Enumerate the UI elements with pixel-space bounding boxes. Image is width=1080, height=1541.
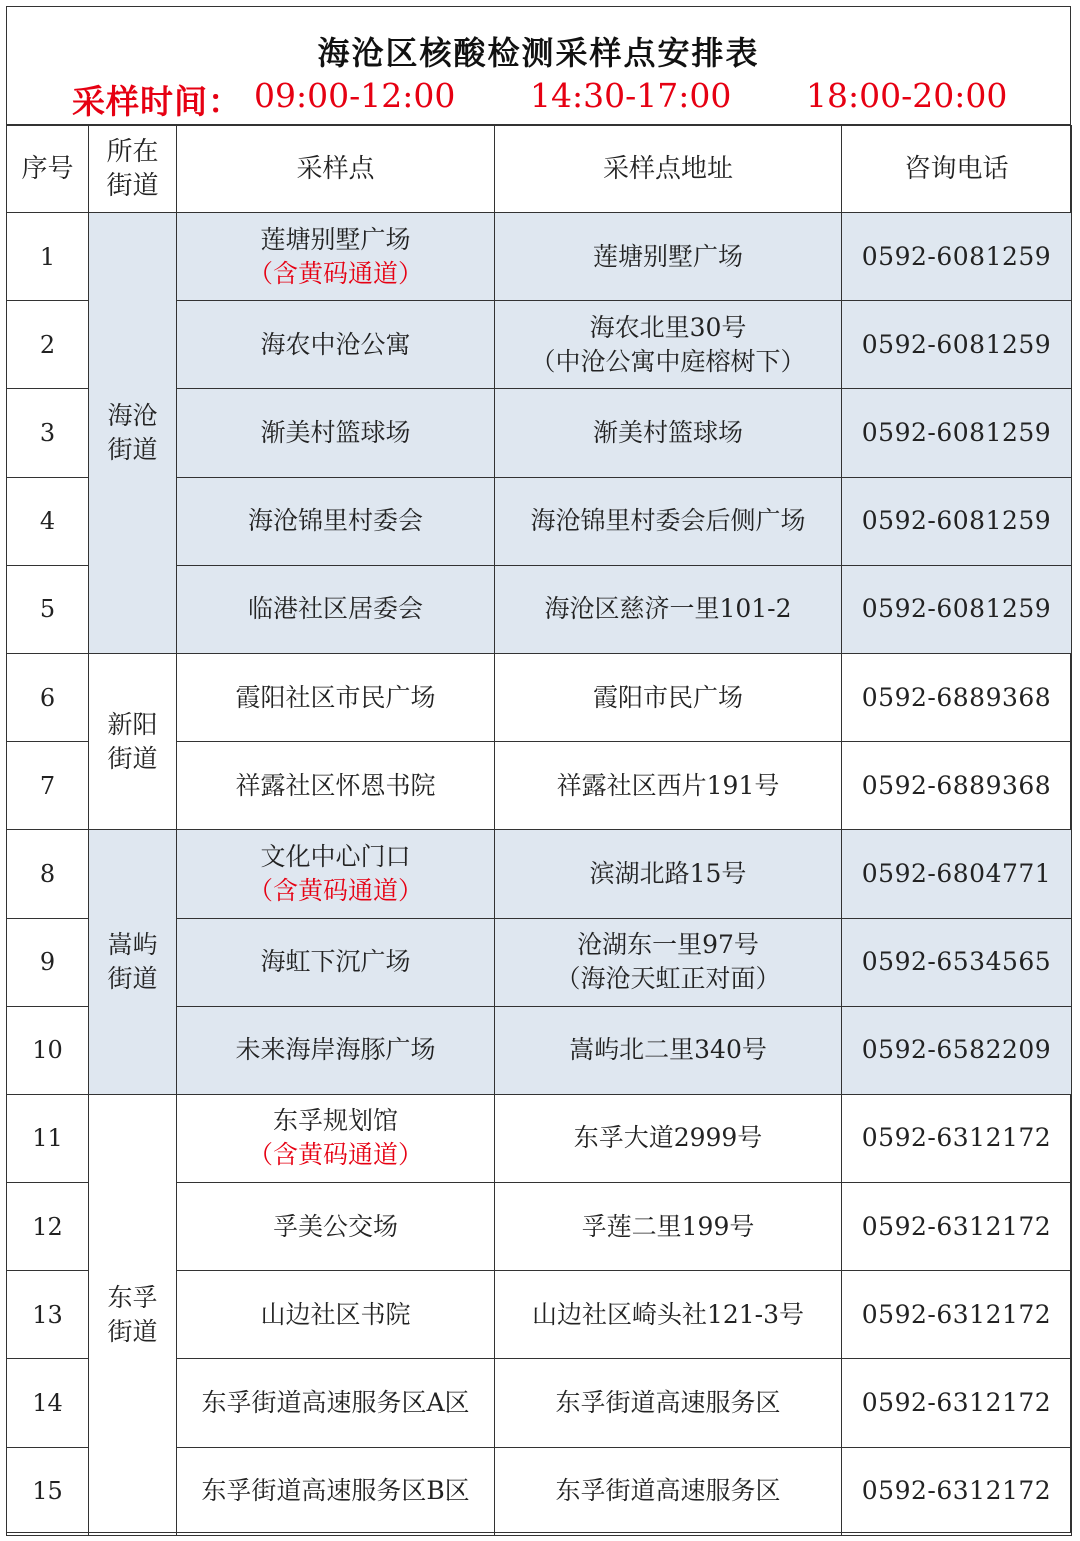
cell-site: 渐美村篮球场: [177, 389, 495, 477]
cell-phone: 0592-6081259: [842, 301, 1072, 389]
title-block: [6, 6, 1071, 125]
cell-site: 莲塘别墅广场 （含黄码通道）: [177, 213, 495, 301]
cell-no: 8: [7, 830, 89, 918]
cell-address: 渐美村篮球场: [495, 389, 842, 477]
cell-no: 14: [7, 1359, 89, 1447]
header-street: 所在 街道: [89, 126, 177, 213]
cell-site: 祥露社区怀恩书院: [177, 742, 495, 830]
cell-site: 东孚街道高速服务区A区: [177, 1359, 495, 1447]
page-title: 海沧区核酸检测采样点安排表: [317, 34, 760, 72]
cell-street: 东孚 街道: [89, 1094, 177, 1535]
yellow-code-note: （含黄码通道）: [247, 875, 423, 905]
cell-phone: 0592-6534565: [842, 918, 1072, 1006]
cell-no: 12: [7, 1183, 89, 1271]
header-phone: 咨询电话: [842, 126, 1072, 213]
cell-phone: 0592-6081259: [842, 213, 1072, 301]
cell-phone: 0592-6312172: [842, 1447, 1072, 1535]
cell-phone: 0592-6081259: [842, 389, 1072, 477]
cell-address: 孚莲二里199号: [495, 1183, 842, 1271]
cell-site: 东孚规划馆 （含黄码通道）: [177, 1094, 495, 1182]
cell-address: 东孚街道高速服务区: [495, 1447, 842, 1535]
sampling-time-line: [6, 76, 1071, 120]
cell-phone: 0592-6081259: [842, 565, 1072, 653]
cell-site: 东孚街道高速服务区B区: [177, 1447, 495, 1535]
table-header-row: [7, 126, 1072, 213]
time-slot-1: 09:00-12:00: [254, 76, 456, 115]
cell-site: 海沧锦里村委会: [177, 477, 495, 565]
cell-phone: 0592-6804771: [842, 830, 1072, 918]
cell-address: 海农北里30号 （中沧公寓中庭榕树下）: [495, 301, 842, 389]
cell-site: 山边社区书院: [177, 1271, 495, 1359]
cell-address: 东孚大道2999号: [495, 1094, 842, 1182]
cell-phone: 0592-6582209: [842, 1006, 1072, 1094]
time-slot-3: 18:00-20:00: [806, 76, 1008, 115]
cell-address: 祥露社区西片191号: [495, 742, 842, 830]
yellow-code-note: （含黄码通道）: [247, 1140, 423, 1170]
cell-phone: 0592-6889368: [842, 653, 1072, 741]
cell-site: 孚美公交场: [177, 1183, 495, 1271]
cell-site: 未来海岸海豚广场: [177, 1006, 495, 1094]
table-row: [7, 830, 1072, 918]
cell-no: 7: [7, 742, 89, 830]
sampling-time-label: 采样时间：: [72, 82, 242, 121]
cell-no: 13: [7, 1271, 89, 1359]
cell-street: 嵩屿 街道: [89, 830, 177, 1095]
cell-site: 文化中心门口 （含黄码通道）: [177, 830, 495, 918]
cell-address: 东孚街道高速服务区: [495, 1359, 842, 1447]
cell-no: 1: [7, 213, 89, 301]
cell-phone: 0592-6312172: [842, 1271, 1072, 1359]
cell-street: 新阳 街道: [89, 653, 177, 829]
cell-address: 山边社区崎头社121-3号: [495, 1271, 842, 1359]
cell-street: 海沧 街道: [89, 213, 177, 654]
cell-no: 2: [7, 301, 89, 389]
cell-no: 10: [7, 1006, 89, 1094]
cell-no: 6: [7, 653, 89, 741]
header-no: 序号: [7, 126, 89, 213]
cell-no: 5: [7, 565, 89, 653]
cell-address: 海沧锦里村委会后侧广场: [495, 477, 842, 565]
cell-no: 3: [7, 389, 89, 477]
cell-address: 嵩屿北二里340号: [495, 1006, 842, 1094]
cell-phone: 0592-6312172: [842, 1094, 1072, 1182]
cell-phone: 0592-6312172: [842, 1359, 1072, 1447]
sampling-sites-table: [6, 125, 1072, 1536]
yellow-code-note: （含黄码通道）: [247, 258, 423, 288]
cell-phone: 0592-6081259: [842, 477, 1072, 565]
cell-no: 4: [7, 477, 89, 565]
time-slot-2: 14:30-17:00: [530, 76, 732, 115]
cell-no: 9: [7, 918, 89, 1006]
cell-phone: 0592-6889368: [842, 742, 1072, 830]
cell-address: 海沧区慈济一里101-2: [495, 565, 842, 653]
header-address: 采样点地址: [495, 126, 842, 213]
cell-address: 霞阳市民广场: [495, 653, 842, 741]
table-row: [7, 1094, 1072, 1182]
cell-address: 沧湖东一里97号 （海沧天虹正对面）: [495, 918, 842, 1006]
table-row: [7, 653, 1072, 741]
cell-no: 15: [7, 1447, 89, 1535]
cell-site: 海农中沧公寓: [177, 301, 495, 389]
cell-address: 滨湖北路15号: [495, 830, 842, 918]
cell-phone: 0592-6312172: [842, 1183, 1072, 1271]
table-row: [7, 213, 1072, 301]
cell-no: 11: [7, 1094, 89, 1182]
cell-address: 莲塘别墅广场: [495, 213, 842, 301]
header-site: 采样点: [177, 126, 495, 213]
cell-site: 海虹下沉广场: [177, 918, 495, 1006]
cell-site: 临港社区居委会: [177, 565, 495, 653]
cell-site: 霞阳社区市民广场: [177, 653, 495, 741]
table-body: [7, 213, 1072, 1536]
